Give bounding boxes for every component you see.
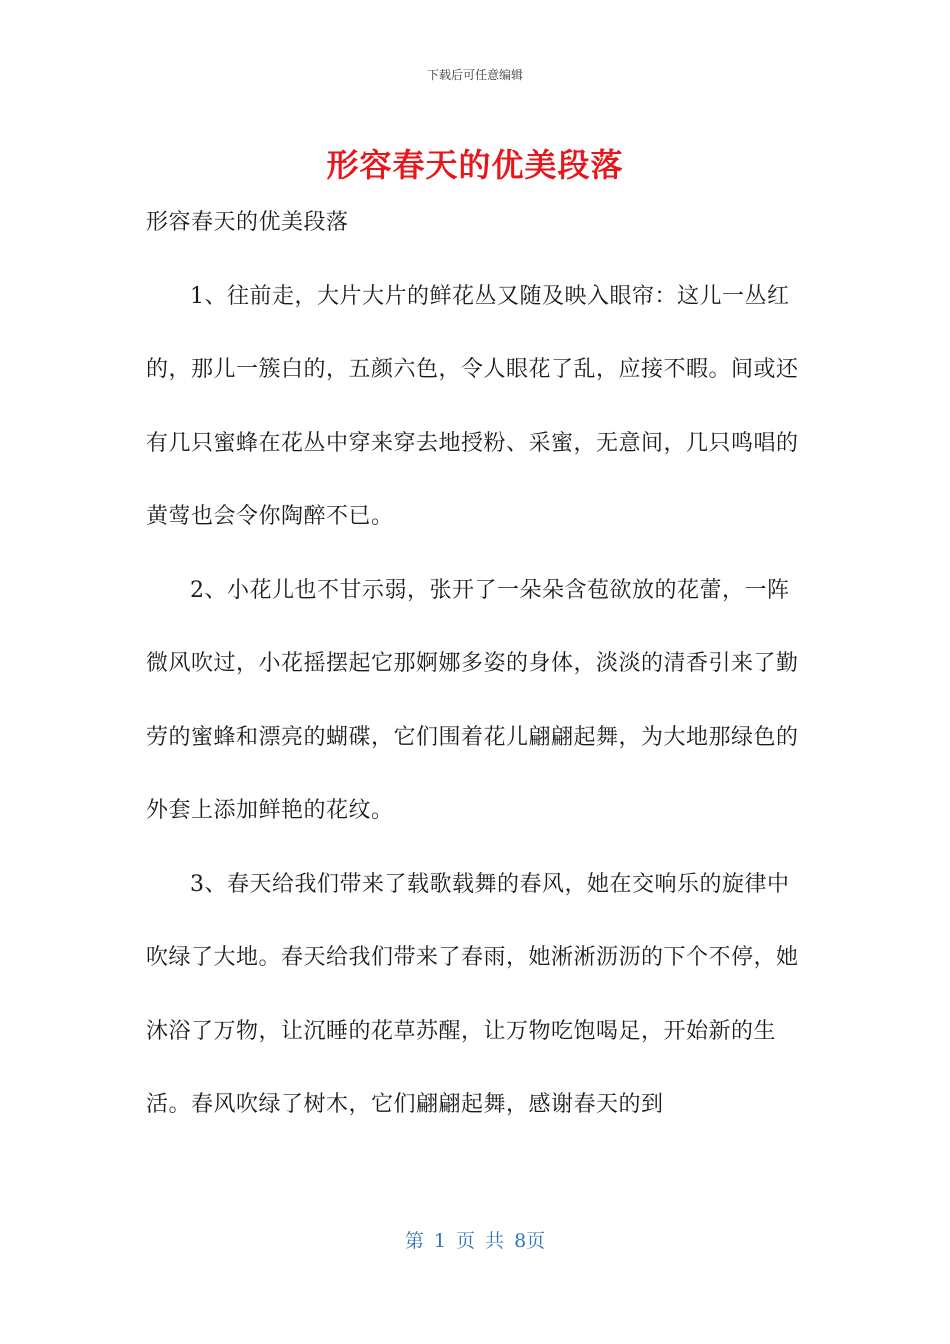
document-body (146, 186, 806, 1142)
paragraph-1: 1、往前走，大片大片的鲜花丛又随及映入眼帘：这儿一丛红的，那儿一簇白的，五颜六色，令人眼花了乱，应接不暇。间或还有几只蜜蜂在花丛中穿来穿去地授粉、采蜜，无意间，几只鸣唱的黄莺也会令你陶醉不已。 (146, 283, 799, 529)
paragraph-2: 2、小花儿也不甘示弱，张开了一朵朵含苞欲放的花蕾，一阵微风吹过，小花摇摆起它那婀娜多姿的身体，淡淡的清香引来了勤劳的蜜蜂和漂亮的蝴碟，它们围着花儿翩翩起舞，为大地那绿色的外套上添加鲜艳的花纹。 (146, 577, 799, 823)
page-number: 第 1 页 共 8页 (404, 1230, 546, 1252)
document-title: 形容春天的优美段落 (326, 146, 624, 184)
paragraph-3: 3、春天给我们带来了载歌载舞的春风，她在交响乐的旋律中吹绿了大地。春天给我们带来了春雨，她淅淅沥沥的下个不停，她沐浴了万物，让沉睡的花草苏醒，让万物吃饱喝足，开始新的生活。春风吹绿了树木，它们翩翩起舞，感谢春天的到 (146, 871, 799, 1117)
document-subtitle: 形容春天的优美段落 (146, 210, 349, 235)
header-note: 下载后可任意编辑 (426, 68, 523, 82)
